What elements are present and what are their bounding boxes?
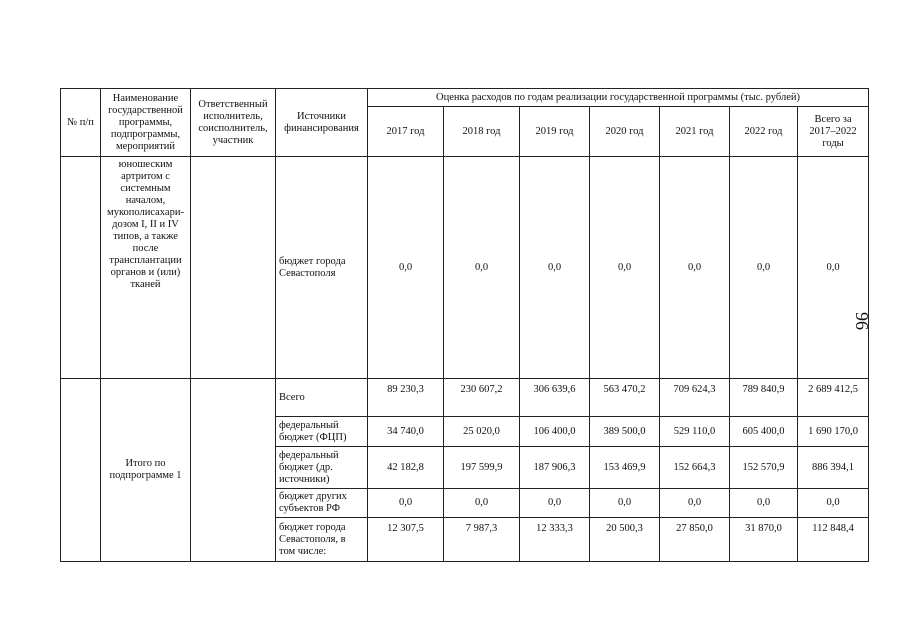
- source-cell: федеральный бюджет (др. источники): [276, 447, 368, 489]
- row-name-cell: юношеским артритом с системным началом, мукополисахари-дозом I, II и IV типов, а также после трансплантации органов и (или) тканей: [101, 157, 191, 379]
- value-cell: 0,0: [444, 157, 520, 379]
- value-cell: 0,0: [368, 489, 444, 518]
- value-cell: 0,0: [444, 489, 520, 518]
- header-year-2019: 2019 год: [520, 107, 590, 157]
- header-sources: Источники финансирования: [276, 89, 368, 157]
- value-cell: 0,0: [660, 157, 730, 379]
- table-row: [61, 379, 869, 417]
- value-cell: 563 470,2: [590, 379, 660, 417]
- value-cell: 42 182,8: [368, 447, 444, 489]
- value-cell: 152 664,3: [660, 447, 730, 489]
- value-cell: 789 840,9: [730, 379, 798, 417]
- value-cell: 12 333,3: [520, 518, 590, 562]
- value-cell: 709 624,3: [660, 379, 730, 417]
- header-name: Наименование государственной программы, подпрограммы, мероприятий: [101, 89, 191, 157]
- source-cell: федеральный бюджет (ФЦП): [276, 417, 368, 447]
- value-cell: 0,0: [730, 157, 798, 379]
- value-cell: 12 307,5: [368, 518, 444, 562]
- value-cell: 153 469,9: [590, 447, 660, 489]
- value-cell: 27 850,0: [660, 518, 730, 562]
- row-no-cell: [61, 157, 101, 379]
- value-cell: 0,0: [520, 489, 590, 518]
- value-cell: 34 740,0: [368, 417, 444, 447]
- value-cell: 0,0: [368, 157, 444, 379]
- header-year-2020: 2020 год: [590, 107, 660, 157]
- value-cell: 31 870,0: [730, 518, 798, 562]
- table-row: [61, 157, 869, 379]
- value-cell: 605 400,0: [730, 417, 798, 447]
- row-executor-cell: [191, 157, 276, 379]
- source-cell: бюджет города Севастополя, в том числе:: [276, 518, 368, 562]
- value-cell: 0,0: [730, 489, 798, 518]
- header-year-2017: 2017 год: [368, 107, 444, 157]
- value-cell: 7 987,3: [444, 518, 520, 562]
- row-source-cell: бюджет города Севастополя: [276, 157, 368, 379]
- header-no: № п/п: [61, 89, 101, 157]
- page-number: 96: [852, 312, 872, 330]
- value-cell: 0,0: [520, 157, 590, 379]
- header-year-2018: 2018 год: [444, 107, 520, 157]
- value-cell: 2 689 412,5: [798, 379, 869, 417]
- subtotal-no-cell: [61, 379, 101, 562]
- value-cell: 0,0: [798, 157, 869, 379]
- subtotal-executor-cell: [191, 379, 276, 562]
- header-row-1: [61, 89, 869, 107]
- value-cell: 187 906,3: [520, 447, 590, 489]
- value-cell: 230 607,2: [444, 379, 520, 417]
- header-year-2022: 2022 год: [730, 107, 798, 157]
- value-cell: 112 848,4: [798, 518, 869, 562]
- value-cell: 106 400,0: [520, 417, 590, 447]
- header-year-total: Всего за 2017–2022 годы: [798, 107, 869, 157]
- value-cell: 0,0: [590, 157, 660, 379]
- header-year-2021: 2021 год: [660, 107, 730, 157]
- value-cell: 306 639,6: [520, 379, 590, 417]
- subtotal-name-cell: Итого по подпрограмме 1: [101, 379, 191, 562]
- value-cell: 1 690 170,0: [798, 417, 869, 447]
- value-cell: 0,0: [798, 489, 869, 518]
- value-cell: 197 599,9: [444, 447, 520, 489]
- value-cell: 0,0: [660, 489, 730, 518]
- value-cell: 89 230,3: [368, 379, 444, 417]
- budget-table: [60, 88, 869, 562]
- header-estimate: Оценка расходов по годам реализации государственной программы (тыс. рублей): [368, 89, 869, 107]
- value-cell: 25 020,0: [444, 417, 520, 447]
- value-cell: 0,0: [590, 489, 660, 518]
- header-executor: Ответственный исполнитель, соисполнитель, участник: [191, 89, 276, 157]
- source-cell: Всего: [276, 379, 368, 417]
- value-cell: 886 394,1: [798, 447, 869, 489]
- value-cell: 152 570,9: [730, 447, 798, 489]
- source-cell: бюджет других субъектов РФ: [276, 489, 368, 518]
- value-cell: 20 500,3: [590, 518, 660, 562]
- value-cell: 389 500,0: [590, 417, 660, 447]
- value-cell: 529 110,0: [660, 417, 730, 447]
